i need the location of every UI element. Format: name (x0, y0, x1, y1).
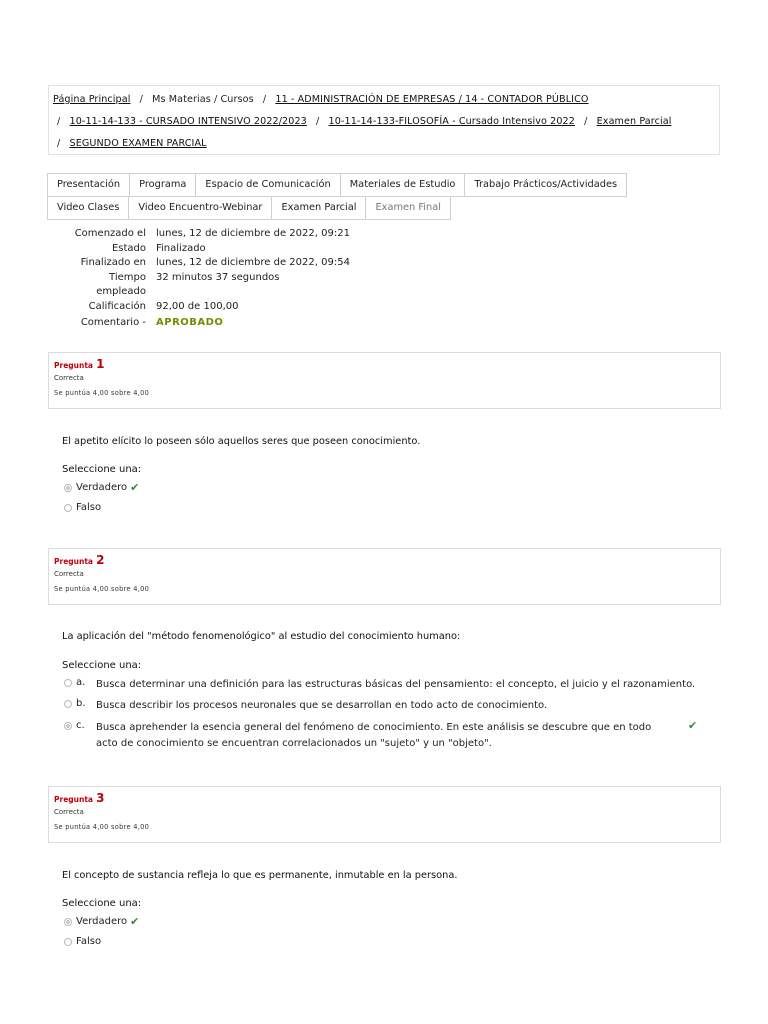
tab-espacio-comunicacion[interactable]: Espacio de Comunicación (195, 173, 340, 197)
option-letter: c. (76, 720, 85, 731)
check-icon: ✔ (688, 719, 698, 732)
question-label: Pregunta (54, 361, 93, 370)
question-number: 1 (96, 357, 105, 371)
radio-button[interactable] (64, 938, 72, 946)
option-letter: b. (76, 698, 86, 709)
summary-label: Comenzado el (74, 228, 146, 239)
breadcrumb-section-link[interactable]: Examen Parcial (596, 116, 672, 127)
question-state: Correcta (54, 374, 84, 382)
option-label: Verdadero (76, 482, 128, 493)
breadcrumb-separator: / (584, 116, 588, 127)
option-label: Falso (76, 936, 102, 947)
tab-programa[interactable]: Programa (129, 173, 196, 197)
tab-trabajos-practicos[interactable]: Trabajo Prácticos/Actividades (464, 173, 627, 197)
question-info-2 (48, 548, 721, 605)
breadcrumb-category-link[interactable]: 11 - ADMINISTRACIÓN DE EMPRESAS / 14 - CONTADOR PÚBLICO (275, 94, 589, 105)
answer-option[interactable] (64, 916, 139, 927)
breadcrumb-separator: / (316, 116, 320, 127)
answer-option[interactable] (64, 482, 139, 493)
breadcrumb-separator: / (262, 94, 267, 105)
question-prompt: Seleccione una: (62, 464, 142, 475)
option-label: Busca describir los procesos neuronales que se desarrollan en todo acto de conocimiento. (96, 700, 548, 711)
question-text: El apetito elícito lo poseen sólo aquellos seres que poseen conocimiento. (62, 436, 421, 447)
tab-presentacion[interactable]: Presentación (47, 173, 130, 197)
breadcrumb-home-link[interactable]: Página Principal (53, 94, 131, 105)
tab-materiales-estudio[interactable]: Materiales de Estudio (340, 173, 466, 197)
question-number: 2 (96, 553, 105, 567)
option-letter: a. (76, 677, 86, 688)
question-info-3 (48, 786, 721, 843)
summary-label-line: empleado (96, 285, 146, 297)
summary-row-finished (50, 256, 350, 271)
summary-value: 32 minutos 37 segundos (156, 271, 280, 283)
question-number: 3 (96, 791, 105, 805)
option-label: Verdadero (76, 916, 128, 927)
summary-row-time (50, 271, 350, 299)
breadcrumb-separator: / (57, 138, 61, 149)
breadcrumb-line-3 (53, 136, 715, 158)
breadcrumb (48, 85, 720, 155)
breadcrumb-my-courses: Ms Materias / Cursos (152, 94, 254, 105)
breadcrumb-line-2 (53, 114, 715, 136)
option-label: Busca aprehender la esencia general del fenómeno de conocimiento. En este análisis se descubre que en todo acto de conocimiento se encuentran correlacionados un "sujeto" y un "objeto". (96, 722, 652, 749)
answer-option[interactable] (64, 936, 101, 947)
check-icon: ✔ (130, 915, 140, 928)
answer-option[interactable] (64, 720, 697, 752)
question-grade: Se puntúa 4,00 sobre 4,00 (54, 823, 150, 831)
summary-row-state (50, 242, 350, 257)
option-label: Falso (76, 502, 102, 513)
radio-button[interactable] (64, 504, 72, 512)
radio-button[interactable] (64, 722, 72, 730)
question-prompt: Seleccione una: (62, 898, 142, 909)
question-text: La aplicación del "método fenomenológico" al estudio del conocimiento humano: (62, 631, 461, 642)
tab-examen-parcial[interactable]: Examen Parcial (271, 196, 366, 220)
breadcrumb-program-link[interactable]: 10-11-14-133 - CURSADO INTENSIVO 2022/2023 (69, 116, 307, 127)
question-info-1 (48, 352, 721, 409)
breadcrumb-separator: / (139, 94, 143, 105)
summary-label: Calificación (88, 300, 146, 312)
summary-value: lunes, 12 de diciembre de 2022, 09:21 (156, 228, 350, 239)
question-prompt: Seleccione una: (62, 660, 142, 671)
summary-label (50, 271, 156, 299)
question-grade: Se puntúa 4,00 sobre 4,00 (54, 585, 150, 593)
answer-option[interactable] (64, 698, 696, 714)
summary-value: Finalizado (156, 242, 206, 254)
tab-row-1 (47, 173, 667, 196)
summary-value: 92,00 de 100,00 (156, 300, 239, 312)
tab-examen-final[interactable]: Examen Final (365, 196, 450, 220)
summary-label: Estado (111, 242, 146, 254)
summary-label-line: Tiempo (109, 271, 146, 283)
radio-button[interactable] (64, 679, 72, 687)
answer-option[interactable] (64, 502, 101, 513)
course-tabs (47, 173, 667, 219)
radio-button[interactable] (64, 918, 72, 926)
answer-option[interactable] (64, 677, 696, 693)
radio-button[interactable] (64, 700, 72, 708)
breadcrumb-course-link[interactable]: 10-11-14-133-FILOSOFÍA - Cursado Intensivo 2022 (328, 116, 575, 127)
question-grade: Se puntúa 4,00 sobre 4,00 (54, 389, 150, 397)
tab-video-clases[interactable]: Video Clases (47, 196, 129, 220)
summary-label: Finalizado en (80, 257, 146, 268)
tab-video-encuentro[interactable]: Video Encuentro-Webinar (128, 196, 272, 220)
question-label: Pregunta (54, 795, 93, 804)
question-state: Correcta (54, 808, 84, 816)
status-badge: APROBADO (156, 317, 224, 328)
breadcrumb-separator: / (57, 116, 61, 127)
tab-row-2 (47, 196, 667, 219)
breadcrumb-exam-link[interactable]: SEGUNDO EXAMEN PARCIAL (69, 138, 207, 149)
summary-value: lunes, 12 de diciembre de 2022, 09:54 (156, 257, 350, 268)
attempt-summary (50, 227, 350, 331)
question-text: El concepto de sustancia refleja lo que es permanente, inmutable en la persona. (62, 870, 458, 881)
summary-label: Comentario - (80, 317, 146, 328)
option-label: Busca determinar una definición para las estructuras básicas del pensamiento: el concepto, el juicio y el razonamiento. (96, 679, 696, 690)
question-state: Correcta (54, 570, 84, 578)
radio-button[interactable] (64, 484, 72, 492)
summary-row-comment (50, 316, 350, 331)
question-label: Pregunta (54, 557, 93, 566)
summary-row-grade (50, 300, 350, 315)
check-icon: ✔ (130, 481, 140, 494)
breadcrumb-line-1 (53, 92, 715, 114)
summary-row-started (50, 227, 350, 242)
